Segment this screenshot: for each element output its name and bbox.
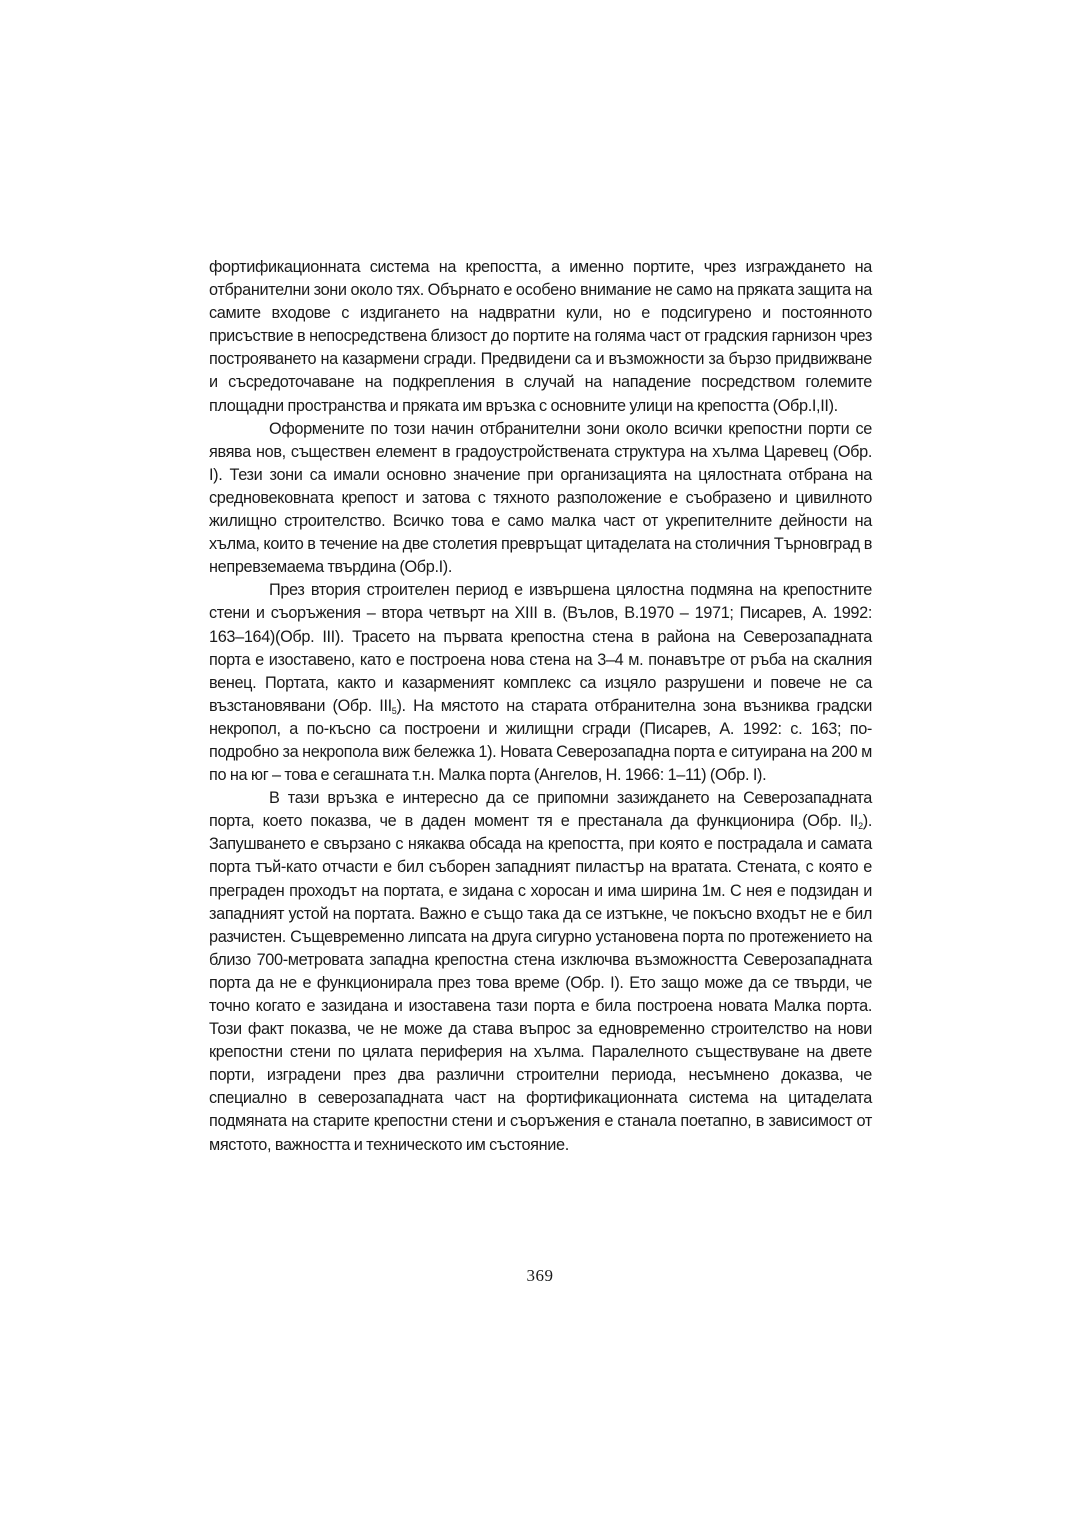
paragraph-text: През втория строителен период е извършена цялостна подмяна на крепостните стени и съоръжения – втора четвърт на XIII в. (Вълов, В.1970 – 1971; Писарев, А. 1992: 163–164)(Обр. III). Трасето на първата крепостна стена в района на Северозападната порта е изоставено, като е построена нова стена на 3–4 м. понавътре от ръба на скалния венец. Портата, както и казарменият комплекс са изцяло разрушени и повече не са възстановявани (Обр. III	[209, 581, 872, 715]
paragraph-2	[209, 418, 872, 580]
paragraph-4	[209, 787, 872, 1157]
page-number: 369	[526, 1266, 554, 1285]
paragraph-text: ). Запушването е свързано с някаква обсада на крепостта, при която е пострадала и самата порта тъй-като отчасти е бил съборен западният пиластър на вратата. Стената, с която е преграден проходът на портата, е зидана с хоросан и има ширина 1м. С нея е подзидан и западният устой на портата. Важно е също така да се изтъкне, че покъсно входът не е бил разчистен. Същевременно липсата на друга сигурно установена порта по протежението на близо 700-метровата западна крепостна стена изключва възможността Северозападната порта да не е функционирала през това време (Обр. I). Ето защо може да се твърди, че точно когато е зазидана и изоставена тази порта е била построена новата Малка порта. Този факт показва, че не може да става въпрос за едновременно строителство на нови крепостни стени по цялата периферия на хълма. Паралелното съществуване на двете порти, изградени през два различни строителни периода, несъмнено доказва, че специално в северозападната част на фортификационната система на цитаделата подмяната на старите крепостни стени и съоръжения е станала поетапно, в зависимост от мястото, важността и техническото им състояние.	[209, 812, 872, 1154]
paragraph-1	[209, 256, 872, 418]
paragraph-text: Оформените по този начин отбранителни зони около всички крепостни порти се явява нов, съществен елемент в градоустройствената структура на хълма Царевец (Обр. I). Тези зони са имали основно значение при организацията на цялостната отбрана на средновековната крепост и затова с тяхното разположение е съобразено и цивилното жилищно строителство. Всичко това е само малка част от укрепителните дейности на хълма, които в течение на две столетия превръщат цитаделата на столичния Търновград в непревземаема твърдина (Обр.I).	[209, 419, 872, 577]
paragraph-text: ). На мястото на старата отбранителна зона възниква градски некропол, а по-късно са построени и жилищни сгради (Писарев, А. 1992: с. 163; по-подробно за некропола виж бележка 1). Новата Северозападна порта е ситуирана на 200 м по на юг – това е сегашната т.н. Малка порта (Ангелов, Н. 1966: 1–11) (Обр. I).	[209, 696, 872, 785]
paragraph-3	[209, 579, 872, 787]
figure-subscript: 5	[391, 705, 397, 716]
paragraph-text: В тази връзка е интересно да се припомни зазиждането на Северозападната порта, което показва, че в даден момент тя е престанала да функционира (Обр. II	[209, 789, 872, 831]
figure-subscript: 2	[858, 821, 863, 832]
body-text	[209, 256, 872, 1157]
paragraph-text: фортификационната система на крепостта, а именно портите, чрез изграждането на отбранителни зони около тях. Обърнато е особено внимание не само на пряката защита на самите входове с издигането на надвратни кули, но е подсигурено и постоянното присъствие в непосредствена близост до портите на голяма част от градския гарнизон чрез построяването на казармени сгради. Предвидени са и възможности за бързо придвижване и съсредоточаване на подкрепления в случай на нападение посредством големите площадни пространства и пряката им връзка с основните улици на крепостта (Обр.I,II).	[209, 258, 872, 415]
